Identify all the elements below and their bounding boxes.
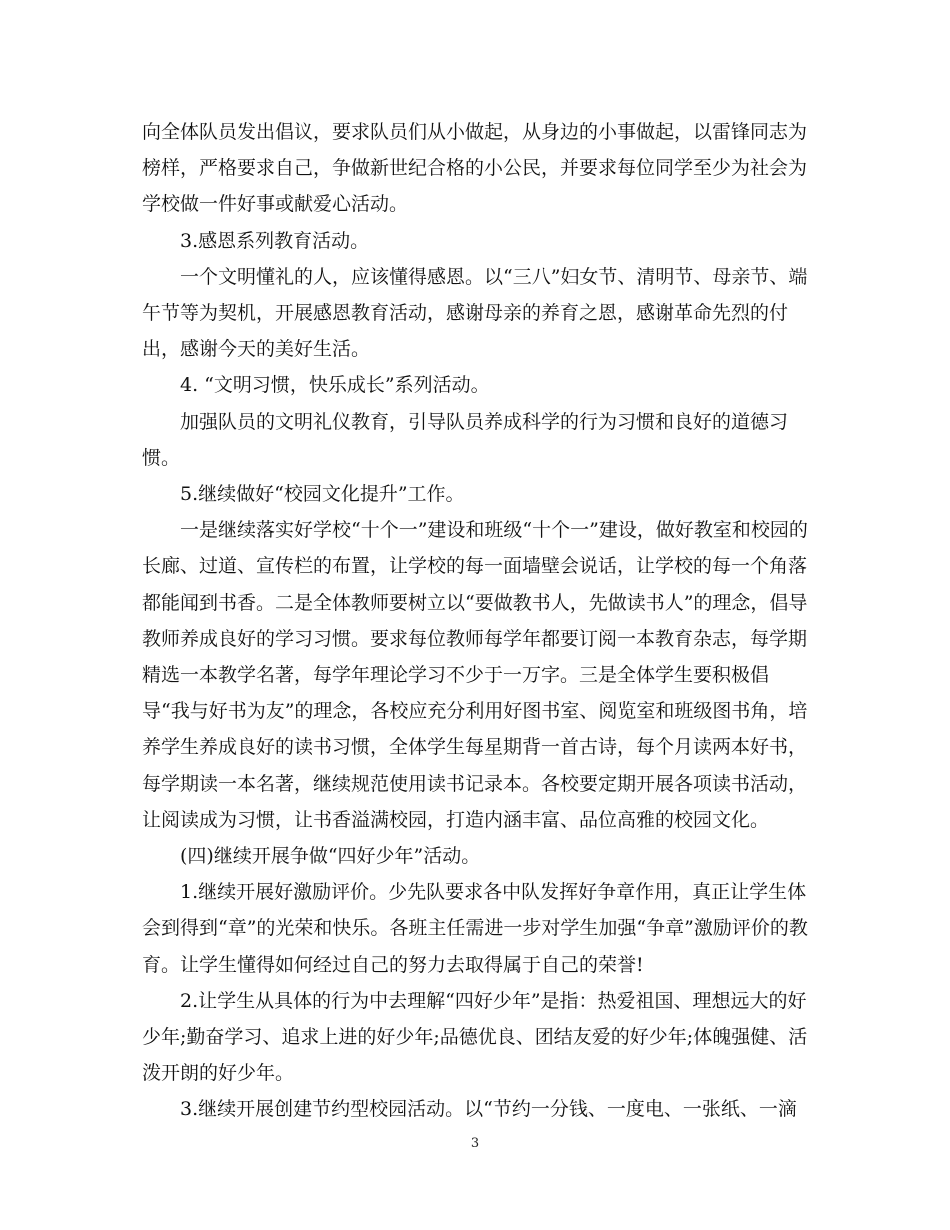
paragraph-four-good-definition: 2.让学生从具体的行为中去理解“四好少年”是指：热爱祖国、理想远大的好少年;勤奋学习、追求上进的好少年;品德优良、团结友爱的好少年;体魄强健、活泼开朗的好少年。 — [142, 989, 808, 1085]
heading-civilized-habits: 4. “文明习惯，快乐成长”系列活动。 — [180, 374, 490, 397]
document-body — [142, 114, 812, 1128]
paragraph-gratitude: 一个文明懂礼的人，应该懂得感恩。以“三八”妇女节、清明节、母亲节、端午节等为契机，开展感恩教育活动，感谢母亲的养育之恩，感谢革命先烈的付出，感谢今天的美好生活。 — [142, 265, 808, 361]
heading-campus-culture: 5.继续做好“校园文化提升”工作。 — [180, 483, 465, 506]
page-number: 3 — [470, 1136, 480, 1151]
paragraph-frugal-campus: 3.继续开展创建节约型校园活动。以“节约一分钱、一度电、一张纸、一滴 — [180, 1098, 797, 1121]
paragraph-campus-culture: 一是继续落实好学校“十个一”建设和班级“十个一”建设，做好教室和校园的长廊、过道、宣传栏的布置，让学校的每一面墙壁会说话，让学校的每一个角落都能闻到书香。二是全体教师要树立以“要做教书人，先做读书人”的理念，倡导教师养成良好的学习习惯。要求每位教师每学年都要订阅一本教育杂志，每学期精选一本教学名著，每学年理论学习不少于一万字。三是全体学生要积极倡导“我与好书为友”的理念，各校应充分利用好图书室、阅览室和班级图书角，培养学生养成良好的读书习惯，全体学生每星期背一首古诗，每个月读两本好书，每学期读一本名著，继续规范使用读书记录本。各校要定期开展各项读书活动，让阅读成为习惯，让书香溢满校园，打造内涵丰富、品位高雅的校园文化。 — [142, 519, 808, 831]
paragraph-etiquette: 加强队员的文明礼仪教育，引导队员养成科学的行为习惯和良好的道德习惯。 — [142, 410, 789, 469]
heading-four-good-youth: (四)继续开展争做“四好少年”活动。 — [180, 845, 481, 868]
paragraph-incentive-evaluation: 1.继续开展好激励评价。少先队要求各中队发挥好争章作用，真正让学生体会到得到“章”的光荣和快乐。各班主任需进一步对学生加强“争章”激励评价的教育。让学生懂得如何经过自己的努力去取得属于自己的荣誉! — [142, 881, 808, 976]
heading-gratitude-activities: 3.感恩系列教育活动。 — [180, 229, 370, 252]
paragraph-continuation: 向全体队员发出倡议，要求队员们从小做起，从身边的小事做起，以雷锋同志为榜样，严格要求自己，争做新世纪合格的小公民，并要求每位同学至少为社会为学校做一件好事或献爱心活动。 — [142, 121, 808, 216]
